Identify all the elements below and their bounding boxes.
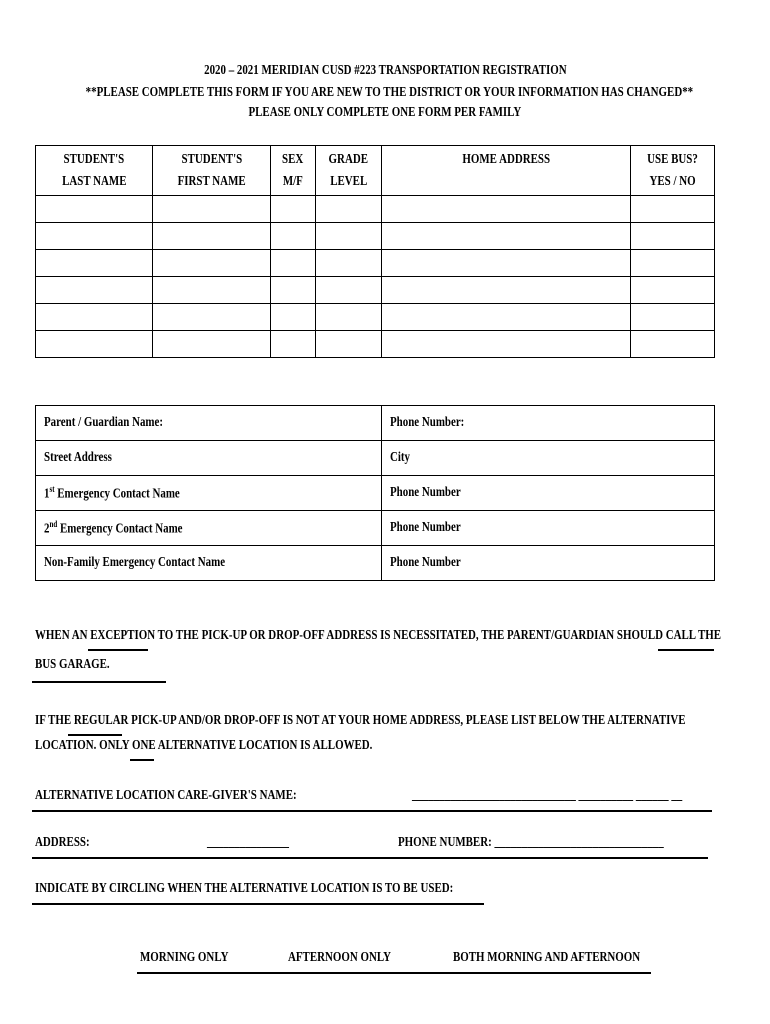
cell[interactable]: [36, 304, 153, 331]
student-table-header: [36, 146, 715, 196]
guardian-name-field[interactable]: Parent / Guardian Name:: [36, 406, 382, 441]
cell[interactable]: [36, 277, 153, 304]
divider: [32, 857, 708, 859]
cell[interactable]: [382, 196, 631, 223]
col-use-bus: USE BUS? YES / NO: [631, 146, 715, 196]
form-instruction: **PLEASE COMPLETE THIS FORM IF YOU ARE NEW TO THE DISTRICT OR YOUR INFORMATION HAS CHANGED**: [85, 85, 694, 100]
cell[interactable]: [36, 331, 153, 358]
emergency-contact-2-phone-field[interactable]: Phone Number: [382, 511, 715, 546]
underline: [658, 649, 714, 651]
cell[interactable]: [271, 331, 316, 358]
exception-note-line2: BUS GARAGE.: [35, 657, 110, 672]
table-row: [36, 546, 715, 581]
col-sex: SEX M/F: [271, 146, 316, 196]
cell[interactable]: [316, 331, 382, 358]
cell[interactable]: [316, 250, 382, 277]
cell[interactable]: [153, 223, 271, 250]
regular-note-line1: IF THE REGULAR PICK-UP AND/OR DROP-OFF IS NOT AT YOUR HOME ADDRESS, PLEASE LIST BELOW THE ALTERNATIVE: [35, 713, 686, 728]
table-row: [36, 476, 715, 511]
cell[interactable]: [271, 196, 316, 223]
cell[interactable]: [271, 277, 316, 304]
underline: [32, 681, 166, 683]
cell[interactable]: [631, 331, 715, 358]
underline: [130, 759, 154, 761]
street-address-field[interactable]: Street Address: [36, 441, 382, 476]
cell[interactable]: [153, 331, 271, 358]
cell[interactable]: [631, 196, 715, 223]
divider: [137, 972, 651, 974]
cell[interactable]: [382, 304, 631, 331]
exception-note-line1: WHEN AN EXCEPTION TO THE PICK-UP OR DROP-OFF ADDRESS IS NECESSITATED, THE PARENT/GUARDIAN SHOULD CALL THE: [35, 628, 722, 643]
nonfamily-contact-field[interactable]: Non-Family Emergency Contact Name: [36, 546, 382, 581]
table-row: [36, 223, 715, 250]
address-blank[interactable]: _______________: [207, 835, 289, 850]
cell[interactable]: [153, 196, 271, 223]
cell[interactable]: [271, 250, 316, 277]
indicate-label: INDICATE BY CIRCLING WHEN THE ALTERNATIVE LOCATION IS TO BE USED:: [35, 881, 454, 896]
cell[interactable]: [382, 331, 631, 358]
underline: [88, 649, 148, 651]
cell[interactable]: [631, 250, 715, 277]
cell[interactable]: [271, 223, 316, 250]
cell[interactable]: [36, 223, 153, 250]
option-afternoon-only[interactable]: AFTERNOON ONLY: [288, 950, 392, 965]
table-row: [36, 441, 715, 476]
emergency-contact-1-field[interactable]: 1st Emergency Contact Name: [36, 476, 382, 511]
parent-table: [35, 405, 715, 581]
regular-note-line2: LOCATION. ONLY ONE ALTERNATIVE LOCATION IS ALLOWED.: [35, 738, 373, 753]
cell[interactable]: [36, 196, 153, 223]
option-both[interactable]: BOTH MORNING AND AFTERNOON: [453, 950, 641, 965]
table-row: [36, 250, 715, 277]
cell[interactable]: [382, 223, 631, 250]
caregiver-blank[interactable]: ______________________________ __________ ______ __: [412, 788, 683, 803]
cell[interactable]: [153, 277, 271, 304]
cell[interactable]: [316, 223, 382, 250]
emergency-contact-2-field[interactable]: 2nd Emergency Contact Name: [36, 511, 382, 546]
guardian-phone-field[interactable]: Phone Number:: [382, 406, 715, 441]
cell[interactable]: [316, 196, 382, 223]
nonfamily-contact-phone-field[interactable]: Phone Number: [382, 546, 715, 581]
form-subinstruction: PLEASE ONLY COMPLETE ONE FORM PER FAMILY: [248, 105, 522, 120]
cell[interactable]: [316, 304, 382, 331]
caregiver-label: ALTERNATIVE LOCATION CARE-GIVER'S NAME:: [35, 788, 297, 803]
col-home-address: HOME ADDRESS: [382, 146, 631, 196]
cell[interactable]: [631, 277, 715, 304]
option-morning-only[interactable]: MORNING ONLY: [140, 950, 229, 965]
student-table: [35, 145, 715, 358]
col-first-name: STUDENT'S FIRST NAME: [153, 146, 271, 196]
form-title: 2020 – 2021 MERIDIAN CUSD #223 TRANSPORTATION REGISTRATION: [203, 63, 567, 78]
col-last-name: STUDENT'S LAST NAME: [36, 146, 153, 196]
table-row: [36, 511, 715, 546]
phone-number-field[interactable]: PHONE NUMBER: _______________________________: [398, 835, 664, 850]
cell[interactable]: [153, 250, 271, 277]
divider: [32, 810, 712, 812]
col-grade: GRADE LEVEL: [316, 146, 382, 196]
table-row: [36, 406, 715, 441]
divider: [32, 903, 484, 905]
table-row: [36, 196, 715, 223]
cell[interactable]: [382, 250, 631, 277]
table-row: [36, 277, 715, 304]
cell[interactable]: [36, 250, 153, 277]
cell[interactable]: [316, 277, 382, 304]
cell[interactable]: [382, 277, 631, 304]
underline: [68, 734, 122, 736]
cell[interactable]: [631, 223, 715, 250]
emergency-contact-1-phone-field[interactable]: Phone Number: [382, 476, 715, 511]
address-label: ADDRESS:: [35, 835, 90, 850]
cell[interactable]: [271, 304, 316, 331]
cell[interactable]: [153, 304, 271, 331]
cell[interactable]: [631, 304, 715, 331]
table-row: [36, 331, 715, 358]
city-field[interactable]: City: [382, 441, 715, 476]
table-row: [36, 304, 715, 331]
